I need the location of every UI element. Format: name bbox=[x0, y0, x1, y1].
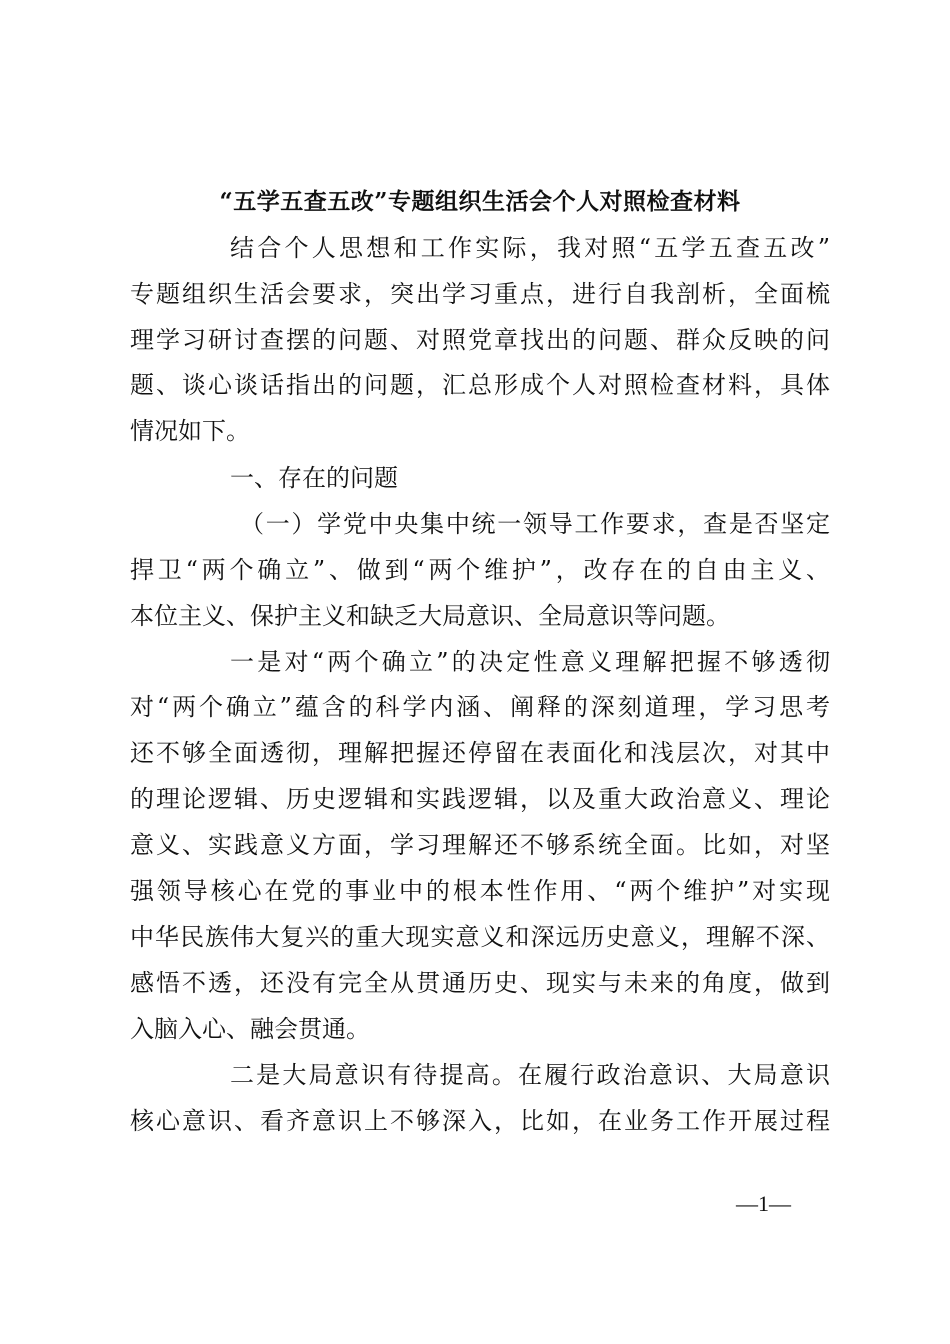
document-title: “五学五查五改”专题组织生活会个人对照检查材料 bbox=[219, 188, 741, 215]
page-number: —1— bbox=[736, 1191, 791, 1216]
point-two-line: 二是大局意识有待提高。在履行政治意识、大局意识 bbox=[230, 1061, 830, 1089]
intro-line: 专题组织生活会要求，突出学习重点，进行自我剖析，全面梳 bbox=[130, 280, 830, 308]
point-one-line: 一是对“两个确立”的决定性意义理解把握不够透彻 bbox=[230, 648, 830, 676]
intro-line: 理学习研讨查摆的问题、对照党章找出的问题、群众反映的问 bbox=[130, 326, 830, 354]
section-heading: 一、存在的问题 bbox=[230, 464, 398, 492]
point-one-line: 意义、实践意义方面，学习理解还不够系统全面。比如，对坚 bbox=[130, 831, 830, 859]
point-one-line: 还不够全面透彻，理解把握还停留在表面化和浅层次，对其中 bbox=[130, 739, 830, 767]
subsection-line: （一）学党中央集中统一领导工作要求，查是否坚定 bbox=[240, 510, 830, 538]
point-one-line: 入脑入心、融会贯通。 bbox=[130, 1015, 370, 1043]
point-one-line: 中华民族伟大复兴的重大现实意义和深远历史意义，理解不深、 bbox=[130, 923, 830, 951]
point-two-line: 核心意识、看齐意识上不够深入，比如，在业务工作开展过程 bbox=[130, 1107, 830, 1135]
subsection-line: 捍卫“两个确立”、做到“两个维护”，改存在的自由主义、 bbox=[130, 556, 830, 584]
intro-line: 题、谈心谈话指出的问题，汇总形成个人对照检查材料，具体 bbox=[130, 371, 830, 399]
subsection-line: 本位主义、保护主义和缺乏大局意识、全局意识等问题。 bbox=[130, 602, 730, 630]
point-one-line: 感悟不透，还没有完全从贯通历史、现实与未来的角度，做到 bbox=[130, 969, 830, 997]
point-one-line: 对“两个确立”蕴含的科学内涵、阐释的深刻道理，学习思考 bbox=[130, 693, 830, 721]
point-one-line: 的理论逻辑、历史逻辑和实践逻辑，以及重大政治意义、理论 bbox=[130, 785, 830, 813]
intro-line: 情况如下。 bbox=[130, 417, 250, 445]
point-one-line: 强领导核心在党的事业中的根本性作用、“两个维护”对实现 bbox=[130, 877, 830, 905]
intro-line: 结合个人思想和工作实际，我对照“五学五查五改” bbox=[230, 234, 830, 262]
